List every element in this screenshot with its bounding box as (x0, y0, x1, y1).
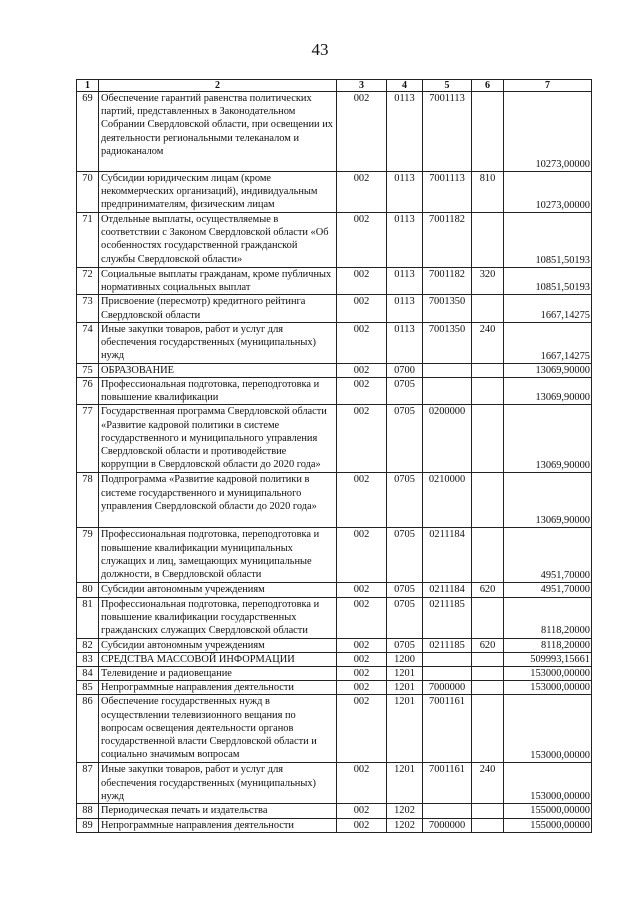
row-code-section: 1202 (387, 804, 423, 818)
row-name: Непрограммные направления деятельности (99, 818, 337, 832)
row-number: 88 (77, 804, 99, 818)
row-code-target: 0200000 (423, 405, 472, 473)
row-code-target: 7001113 (423, 92, 472, 172)
row-number: 82 (77, 638, 99, 652)
row-name: Телевидение и радиовещание (99, 667, 337, 681)
row-code-expense-type: 620 (472, 583, 504, 597)
row-code-target (423, 804, 472, 818)
row-number: 70 (77, 172, 99, 213)
row-amount: 153000,00000 (504, 695, 592, 763)
row-code-target: 0210000 (423, 473, 472, 528)
row-code-target: 7001161 (423, 695, 472, 763)
row-number: 81 (77, 597, 99, 638)
table-row (77, 652, 592, 666)
row-code-section: 0113 (387, 295, 423, 322)
table-row (77, 268, 592, 295)
row-amount: 13069,90000 (504, 378, 592, 405)
row-code-ministry: 002 (337, 528, 387, 583)
row-number: 78 (77, 473, 99, 528)
row-code-ministry: 002 (337, 378, 387, 405)
table-row (77, 378, 592, 405)
row-number: 83 (77, 652, 99, 666)
row-amount: 1667,14275 (504, 295, 592, 322)
table-row (77, 528, 592, 583)
row-code-target: 0211185 (423, 597, 472, 638)
row-name: Субсидии юридическим лицам (кроме некоммерческих организаций), индивидуальным предпринимателям, физическим лицам (99, 172, 337, 213)
row-code-target (423, 652, 472, 666)
row-code-ministry: 002 (337, 804, 387, 818)
row-code-expense-type (472, 363, 504, 377)
row-name: Периодическая печать и издательства (99, 804, 337, 818)
table-row (77, 322, 592, 363)
row-name: Субсидии автономным учреждениям (99, 638, 337, 652)
row-code-target: 7001350 (423, 295, 472, 322)
row-code-target: 7000000 (423, 818, 472, 832)
row-amount: 153000,00000 (504, 763, 592, 804)
row-code-target (423, 363, 472, 377)
row-code-ministry: 002 (337, 667, 387, 681)
row-code-ministry: 002 (337, 473, 387, 528)
table-row (77, 363, 592, 377)
row-name: Отдельные выплаты, осуществляемые в соответствии с Законом Свердловской области «Об особенностях государственной гражданской службы Свердловской области» (99, 213, 337, 268)
row-code-section: 0705 (387, 638, 423, 652)
row-amount: 153000,00000 (504, 667, 592, 681)
header-col-4: 4 (387, 80, 423, 92)
row-code-expense-type (472, 528, 504, 583)
row-code-target: 7001182 (423, 268, 472, 295)
row-code-expense-type (472, 295, 504, 322)
row-code-expense-type: 240 (472, 763, 504, 804)
row-amount: 8118,20000 (504, 638, 592, 652)
row-code-section: 1201 (387, 763, 423, 804)
row-name: Профессиональная подготовка, переподготовка и повышение квалификации государственных гражданских служащих Свердловской области (99, 597, 337, 638)
row-amount: 155000,00000 (504, 804, 592, 818)
row-code-ministry: 002 (337, 213, 387, 268)
row-name: Иные закупки товаров, работ и услуг для обеспечения государственных (муниципальных) нужд (99, 322, 337, 363)
table-row (77, 763, 592, 804)
row-number: 71 (77, 213, 99, 268)
row-code-section: 0700 (387, 363, 423, 377)
row-code-ministry: 002 (337, 638, 387, 652)
row-code-target: 7001161 (423, 763, 472, 804)
row-code-expense-type (472, 92, 504, 172)
row-code-ministry: 002 (337, 652, 387, 666)
table-row (77, 583, 592, 597)
row-code-section: 1200 (387, 652, 423, 666)
row-number: 86 (77, 695, 99, 763)
row-code-expense-type (472, 804, 504, 818)
row-amount: 1667,14275 (504, 322, 592, 363)
table-row (77, 804, 592, 818)
table-row (77, 213, 592, 268)
row-code-target: 7001113 (423, 172, 472, 213)
table-row (77, 172, 592, 213)
row-code-target: 7001350 (423, 322, 472, 363)
row-code-section: 1202 (387, 818, 423, 832)
row-name: Подпрограмма «Развитие кадровой политики в системе государственного и муниципального управления Свердловской области до 2020 года» (99, 473, 337, 528)
row-code-target: 7001182 (423, 213, 472, 268)
row-code-section: 0113 (387, 213, 423, 268)
row-code-expense-type: 320 (472, 268, 504, 295)
row-number: 72 (77, 268, 99, 295)
row-code-target: 0211184 (423, 528, 472, 583)
table-header-row (77, 80, 592, 92)
row-amount: 10273,00000 (504, 92, 592, 172)
table-row (77, 695, 592, 763)
row-number: 80 (77, 583, 99, 597)
row-name: Обеспечение государственных нужд в осуществлении телевизионного вещания по вопросам освещения деятельности органов государственной власти Свердловской области и социально значимым вопросам (99, 695, 337, 763)
table-row (77, 92, 592, 172)
row-code-target (423, 667, 472, 681)
row-code-expense-type (472, 405, 504, 473)
row-code-section: 0113 (387, 92, 423, 172)
row-name: Профессиональная подготовка, переподготовка и повышение квалификации муниципальных служащих и лиц, замещающих муниципальные должности, в Свердловской области (99, 528, 337, 583)
row-number: 75 (77, 363, 99, 377)
row-number: 87 (77, 763, 99, 804)
row-code-section: 0705 (387, 405, 423, 473)
row-number: 69 (77, 92, 99, 172)
row-code-expense-type (472, 818, 504, 832)
row-code-ministry: 002 (337, 92, 387, 172)
row-code-expense-type: 810 (472, 172, 504, 213)
row-code-section: 0113 (387, 322, 423, 363)
row-code-ministry: 002 (337, 172, 387, 213)
table-row (77, 638, 592, 652)
row-code-ministry: 002 (337, 405, 387, 473)
row-name: СРЕДСТВА МАССОВОЙ ИНФОРМАЦИИ (99, 652, 337, 666)
row-code-section: 1201 (387, 695, 423, 763)
row-name: Субсидии автономным учреждениям (99, 583, 337, 597)
row-name: Профессиональная подготовка, переподготовка и повышение квалификации (99, 378, 337, 405)
row-name: Присвоение (пересмотр) кредитного рейтинга Свердловской области (99, 295, 337, 322)
row-amount: 13069,90000 (504, 473, 592, 528)
row-code-ministry: 002 (337, 818, 387, 832)
row-code-ministry: 002 (337, 597, 387, 638)
row-amount: 155000,00000 (504, 818, 592, 832)
row-amount: 10851,50193 (504, 268, 592, 295)
row-code-section: 0113 (387, 268, 423, 295)
row-amount: 509993,15661 (504, 652, 592, 666)
row-number: 77 (77, 405, 99, 473)
header-col-5: 5 (423, 80, 472, 92)
row-amount: 8118,20000 (504, 597, 592, 638)
table-row (77, 597, 592, 638)
row-code-target: 0211185 (423, 638, 472, 652)
row-amount: 153000,00000 (504, 681, 592, 695)
row-code-expense-type (472, 597, 504, 638)
row-code-target: 0211184 (423, 583, 472, 597)
row-code-section: 0705 (387, 473, 423, 528)
table-row (77, 667, 592, 681)
page-number: 43 (311, 40, 329, 59)
table-row (77, 818, 592, 832)
row-code-ministry: 002 (337, 363, 387, 377)
row-name: Государственная программа Свердловской области «Развитие кадровой политики в системе государственного и муниципального управления Свердловской области и противодействие коррупции в Свердловской области до 2020 года» (99, 405, 337, 473)
row-number: 85 (77, 681, 99, 695)
row-code-expense-type (472, 213, 504, 268)
row-code-section: 0705 (387, 378, 423, 405)
row-amount: 10851,50193 (504, 213, 592, 268)
header-col-6: 6 (472, 80, 504, 92)
row-code-expense-type: 620 (472, 638, 504, 652)
row-amount: 4951,70000 (504, 528, 592, 583)
header-col-7: 7 (504, 80, 592, 92)
row-code-expense-type: 240 (472, 322, 504, 363)
row-code-ministry: 002 (337, 681, 387, 695)
row-number: 76 (77, 378, 99, 405)
row-code-ministry: 002 (337, 322, 387, 363)
row-code-expense-type (472, 681, 504, 695)
row-amount: 4951,70000 (504, 583, 592, 597)
row-number: 79 (77, 528, 99, 583)
row-amount: 13069,90000 (504, 363, 592, 377)
row-number: 74 (77, 322, 99, 363)
row-code-expense-type (472, 695, 504, 763)
row-name: Иные закупки товаров, работ и услуг для обеспечения государственных (муниципальных) нужд (99, 763, 337, 804)
row-name: Непрограммные направления деятельности (99, 681, 337, 695)
header-col-1: 1 (77, 80, 99, 92)
row-code-ministry: 002 (337, 268, 387, 295)
row-code-section: 1201 (387, 681, 423, 695)
row-code-ministry: 002 (337, 295, 387, 322)
header-col-3: 3 (337, 80, 387, 92)
row-code-section: 0113 (387, 172, 423, 213)
row-number: 89 (77, 818, 99, 832)
row-name: Обеспечение гарантий равенства политических партий, представленных в Законодательном Собрании Свердловской области, при освещении их деятельности региональными телеканалом и радиоканалом (99, 92, 337, 172)
table-row (77, 473, 592, 528)
row-number: 84 (77, 667, 99, 681)
table-row (77, 405, 592, 473)
table-row (77, 681, 592, 695)
header-col-2: 2 (99, 80, 337, 92)
row-code-section: 0705 (387, 528, 423, 583)
row-amount: 13069,90000 (504, 405, 592, 473)
row-code-section: 0705 (387, 597, 423, 638)
row-code-target: 7000000 (423, 681, 472, 695)
row-code-expense-type (472, 473, 504, 528)
row-code-expense-type (472, 652, 504, 666)
row-name: ОБРАЗОВАНИЕ (99, 363, 337, 377)
row-amount: 10273,00000 (504, 172, 592, 213)
row-code-section: 0705 (387, 583, 423, 597)
budget-table (76, 79, 592, 833)
row-code-expense-type (472, 378, 504, 405)
row-code-target (423, 378, 472, 405)
row-code-expense-type (472, 667, 504, 681)
row-code-ministry: 002 (337, 583, 387, 597)
row-number: 73 (77, 295, 99, 322)
row-code-ministry: 002 (337, 763, 387, 804)
table-row (77, 295, 592, 322)
row-code-ministry: 002 (337, 695, 387, 763)
row-name: Социальные выплаты гражданам, кроме публичных нормативных социальных выплат (99, 268, 337, 295)
row-code-section: 1201 (387, 667, 423, 681)
